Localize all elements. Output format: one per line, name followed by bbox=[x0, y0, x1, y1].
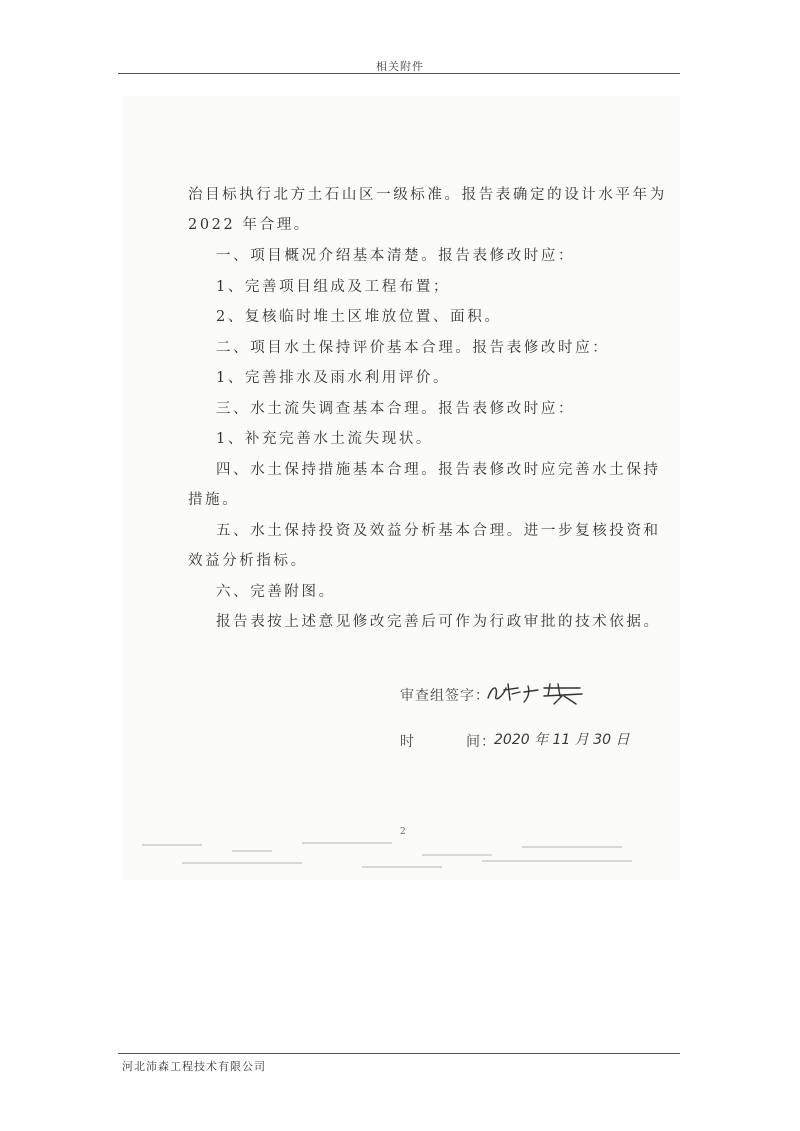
body-line-5: 2、复核临时堆土区堆放位置、面积。 bbox=[216, 309, 502, 325]
body-line-7: 1、完善排水及雨水利用评价。 bbox=[216, 370, 451, 386]
body-line-6: 二、项目水土保持评价基本合理。报告表修改时应： bbox=[216, 340, 610, 356]
handwritten-date: 2020 年 11 月 30 日 bbox=[494, 732, 630, 748]
body-line-2: 2022 年合理。 bbox=[188, 217, 311, 233]
header-divider bbox=[118, 73, 680, 74]
signature-label: 审查组签字： bbox=[400, 688, 490, 704]
scan-noise bbox=[122, 838, 680, 878]
body-line-3: 一、项目概况介绍基本清楚。报告表修改时应： bbox=[216, 248, 576, 264]
body-line-8: 三、水土流失调查基本合理。报告表修改时应： bbox=[216, 401, 576, 417]
body-line-9: 1、补充完善水土流失现状。 bbox=[216, 431, 434, 447]
body-line-14: 六、完善附图。 bbox=[216, 584, 336, 600]
body-line-11: 措施。 bbox=[188, 492, 240, 508]
body-line-12: 五、水土保持投资及效益分析基本合理。进一步复核投资和 bbox=[216, 523, 661, 539]
page-header-title: 相关附件 bbox=[376, 60, 424, 73]
body-line-15: 报告表按上述意见修改完善后可作为行政审批的技术依据。 bbox=[216, 614, 661, 630]
body-line-4: 1、完善项目组成及工程布置； bbox=[216, 279, 451, 295]
footer-divider bbox=[118, 1053, 680, 1054]
body-line-13: 效益分析指标。 bbox=[188, 553, 308, 569]
page-number: 2 bbox=[400, 827, 406, 837]
handwritten-signature bbox=[484, 678, 584, 706]
time-label-part1: 时 bbox=[400, 734, 415, 750]
body-line-10: 四、水土保持措施基本合理。报告表修改时应完善水土保持 bbox=[216, 462, 661, 478]
footer-company-name: 河北沛森工程技术有限公司 bbox=[122, 1060, 266, 1073]
time-label-part2: 间： bbox=[466, 734, 496, 750]
body-line-1: 治目标执行北方土石山区一级标准。报告表确定的设计水平年为 bbox=[188, 187, 667, 203]
